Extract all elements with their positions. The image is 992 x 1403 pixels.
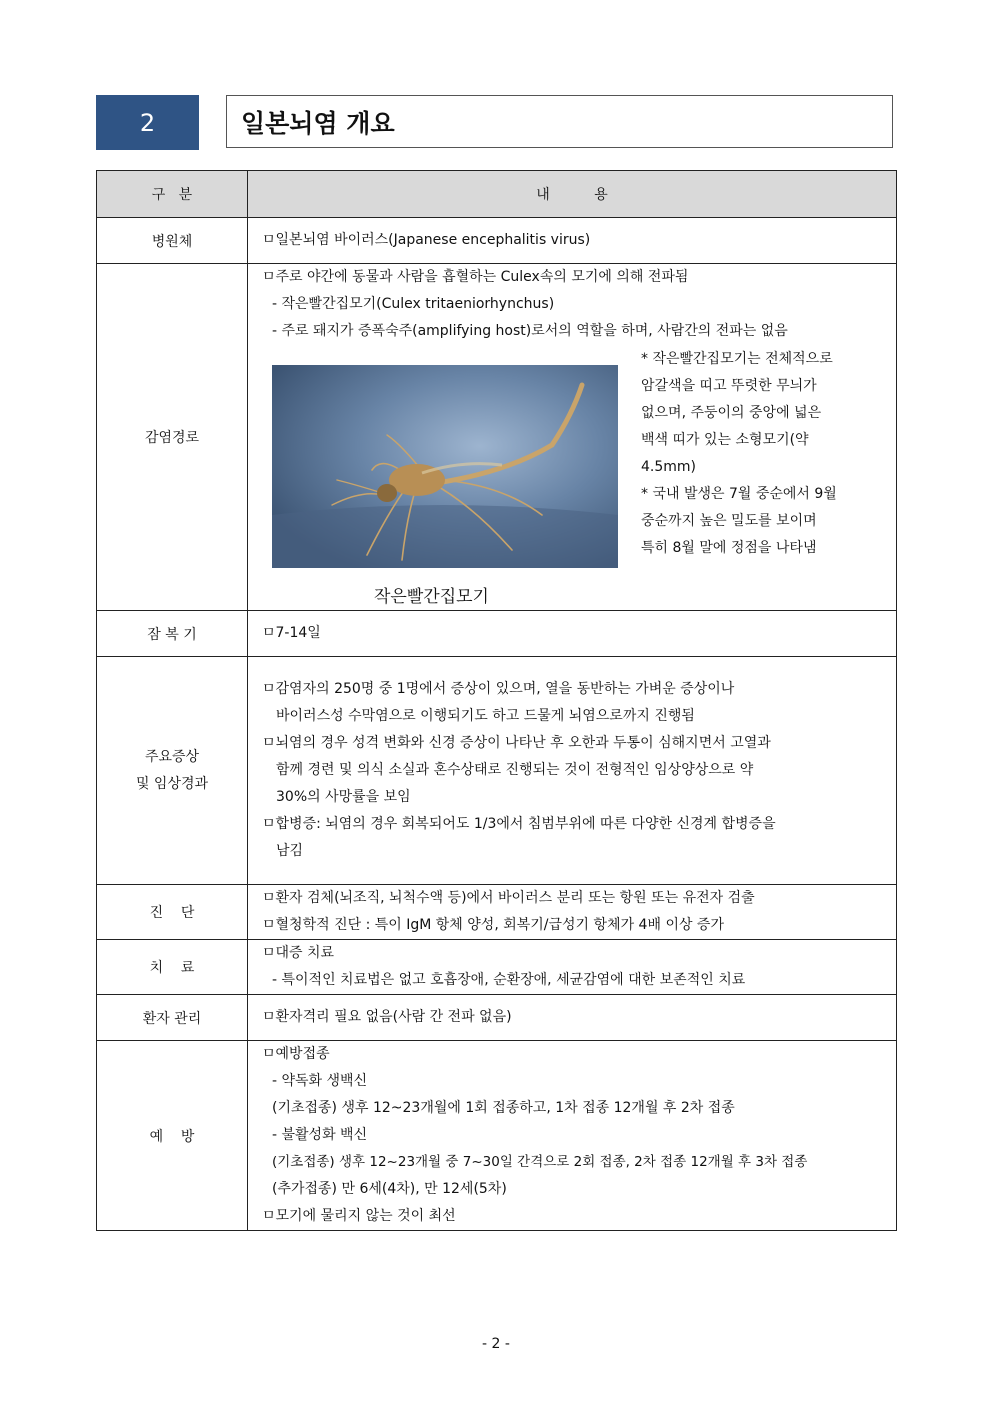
row-prevention bbox=[97, 1041, 897, 1231]
row-label: 주요증상 bbox=[144, 748, 200, 765]
symptom-line: 30%의 사망률을 보임 bbox=[276, 789, 411, 805]
note-line: 특히 8월 말에 정점을 나타냄 bbox=[641, 540, 817, 556]
note-line: 없으며, 주둥이의 중앙에 넓은 bbox=[641, 405, 822, 421]
row-symptoms bbox=[97, 657, 897, 885]
note-line: * 작은빨간집모기는 전체적으로 bbox=[641, 351, 833, 367]
mosquito-photo bbox=[272, 365, 618, 568]
row-incubation bbox=[97, 611, 897, 657]
prevention-line: ㅁ모기에 물리지 않는 것이 최선 bbox=[262, 1208, 456, 1224]
row-label: 및 임상경과 bbox=[135, 775, 209, 792]
note-line: 중순까지 높은 밀도를 보이며 bbox=[641, 513, 817, 529]
photo-caption: 작은빨간집모기 bbox=[374, 587, 489, 607]
mosquito-notes bbox=[641, 346, 866, 562]
row-transmission bbox=[97, 264, 897, 611]
symptom-line: 남김 bbox=[276, 843, 304, 859]
note-line: 암갈색을 띠고 뚜렷한 무늬가 bbox=[641, 378, 817, 394]
overview-table bbox=[96, 170, 897, 1231]
prevention-line: - 약독화 생백신 bbox=[272, 1073, 368, 1089]
row-pathogen bbox=[97, 218, 897, 264]
transmission-line: - 작은빨간집모기(Culex tritaeniorhynchus) bbox=[272, 296, 555, 312]
prevention-line: (기초접종) 생후 12~23개월에 1회 접종하고, 1차 접종 12개월 후 2차 접종 bbox=[272, 1100, 735, 1116]
symptom-line: 바이러스성 수막염으로 이행되기도 하고 드물게 뇌염으로까지 진행됨 bbox=[276, 708, 695, 724]
symptom-line: ㅁ감염자의 250명 중 1명에서 증상이 있으며, 열을 동반하는 가벼운 증상이나 bbox=[262, 681, 735, 697]
pathogen-text: ㅁ일본뇌염 바이러스(Japanese encephalitis virus) bbox=[262, 232, 591, 248]
prevention-line: ㅁ예방접종 bbox=[262, 1046, 330, 1062]
section-number: 2 bbox=[96, 95, 199, 150]
treatment-line: ㅁ대증 치료 bbox=[262, 945, 335, 961]
row-treatment bbox=[97, 940, 897, 995]
management-text: ㅁ환자격리 필요 없음(사람 간 전파 없음) bbox=[262, 1009, 512, 1025]
symptom-line: 함께 경련 및 의식 소실과 혼수상태로 진행되는 것이 전형적인 임상양상으로 약 bbox=[276, 762, 754, 778]
row-label: 병원체 bbox=[97, 218, 248, 264]
row-management bbox=[97, 995, 897, 1041]
treatment-line: - 특이적인 치료법은 없고 호흡장애, 순환장애, 세균감염에 대한 보존적인 치료 bbox=[272, 972, 746, 988]
row-label: 잠 복 기 bbox=[97, 611, 248, 657]
row-label: 치 료 bbox=[97, 940, 248, 995]
row-diagnosis bbox=[97, 885, 897, 940]
diagnosis-line: ㅁ혈청학적 진단 : 특이 IgM 항체 양성, 회복기/급성기 항체가 4배 이상 증가 bbox=[262, 917, 724, 933]
diagnosis-line: ㅁ환자 검체(뇌조직, 뇌척수액 등)에서 바이러스 분리 또는 항원 또는 유전자 검출 bbox=[262, 890, 755, 906]
section-title: 일본뇌염 개요 bbox=[226, 95, 893, 148]
row-label: 예 방 bbox=[97, 1041, 248, 1231]
page-number: - 2 - bbox=[482, 1336, 510, 1352]
symptom-line: ㅁ합병증: 뇌염의 경우 회복되어도 1/3에서 침범부위에 따른 다양한 신경계 합병증을 bbox=[262, 816, 776, 832]
header-category: 구 분 bbox=[97, 171, 248, 218]
header-content: 내 용 bbox=[248, 171, 897, 218]
prevention-line: - 불활성화 백신 bbox=[272, 1127, 368, 1143]
note-line: * 국내 발생은 7월 중순에서 9월 bbox=[641, 486, 837, 502]
mosquito-icon bbox=[272, 365, 618, 568]
transmission-line: ㅁ주로 야간에 동물과 사람을 흡혈하는 Culex속의 모기에 의해 전파됨 bbox=[262, 269, 689, 285]
transmission-line: - 주로 돼지가 증폭숙주(amplifying host)로서의 역할을 하며, 사람간의 전파는 없음 bbox=[272, 323, 788, 339]
row-label: 진 단 bbox=[97, 885, 248, 940]
symptom-line: ㅁ뇌염의 경우 성격 변화와 신경 증상이 나타난 후 오한과 두통이 심해지면서 고열과 bbox=[262, 735, 771, 751]
prevention-line: (추가접종) 만 6세(4차), 만 12세(5차) bbox=[272, 1181, 507, 1197]
row-label: 감염경로 bbox=[97, 264, 248, 611]
prevention-line: (기초접종) 생후 12~23개월 중 7~30일 간격으로 2회 접종, 2차 접종 12개월 후 3차 접종 bbox=[272, 1154, 808, 1170]
row-label: 환자 관리 bbox=[97, 995, 248, 1041]
note-line: 4.5mm) bbox=[641, 459, 697, 475]
incubation-text: ㅁ7-14일 bbox=[262, 625, 321, 641]
note-line: 백색 띠가 있는 소형모기(약 bbox=[641, 432, 809, 448]
table-header-row bbox=[97, 171, 897, 218]
